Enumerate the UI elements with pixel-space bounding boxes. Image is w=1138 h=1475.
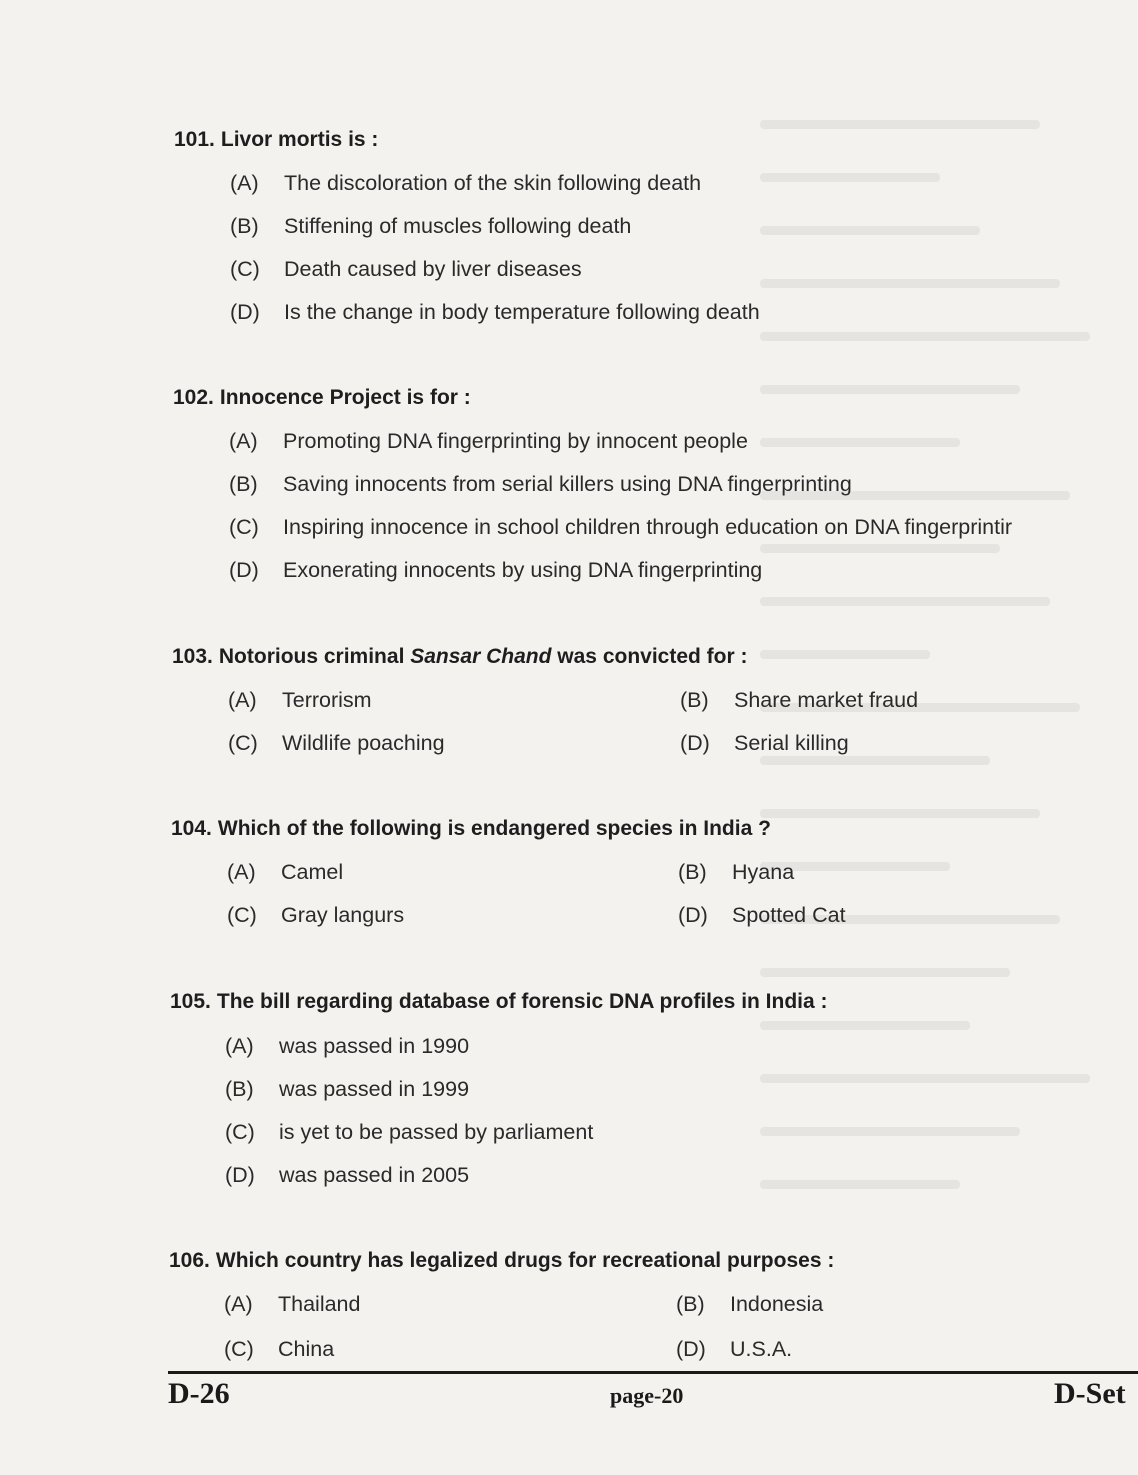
- option-d: (D) Is the change in body temperature following death: [230, 300, 760, 324]
- option-b: (B) Share market fraud: [680, 688, 919, 712]
- option-a: (A) Terrorism: [228, 688, 372, 712]
- question-title: [173, 386, 471, 410]
- question-title: [170, 990, 828, 1014]
- question-text: The bill regarding database of forensic DNA profiles in India :: [216, 990, 828, 1013]
- option-a: (A) The discoloration of the skin following death: [230, 171, 702, 195]
- question-text: Which of the following is endangered species in India ?: [217, 817, 771, 840]
- option-c: (C) Wildlife poaching: [228, 731, 445, 755]
- option-d: (D) Exonerating innocents by using DNA fingerprinting: [229, 558, 763, 582]
- option-b: (B) was passed in 1999: [225, 1077, 470, 1101]
- option-d: (D) U.S.A.: [676, 1337, 793, 1361]
- option-c: (C) is yet to be passed by parliament: [225, 1120, 594, 1144]
- question-text: Which country has legalized drugs for recreational purposes :: [215, 1249, 835, 1272]
- question-title: [174, 128, 378, 152]
- question-text: Innocence Project is for :: [219, 386, 471, 409]
- question-title: [171, 817, 771, 841]
- option-b: (B) Hyana: [678, 860, 795, 884]
- question-text: Livor mortis is :: [220, 128, 379, 151]
- option-d: (D) was passed in 2005: [225, 1163, 470, 1187]
- question-number: 101.: [174, 128, 215, 151]
- question-number: 103.: [172, 645, 213, 668]
- option-c: (C) China: [224, 1337, 335, 1361]
- question-number: 105.: [170, 990, 211, 1013]
- question-number: 102.: [173, 386, 214, 409]
- footer-set: D-Set: [1054, 1377, 1126, 1410]
- option-b: (B) Stiffening of muscles following death: [230, 214, 632, 238]
- option-a: (A) was passed in 1990: [225, 1034, 470, 1058]
- option-b: (B) Saving innocents from serial killers using DNA fingerprinting: [229, 472, 852, 496]
- option-d: (D) Spotted Cat: [678, 903, 846, 927]
- option-c: (C) Gray langurs: [227, 903, 405, 927]
- option-c: (C) Death caused by liver diseases: [230, 257, 582, 281]
- question-text: Notorious criminal Sansar Chand was convicted for :: [218, 645, 748, 668]
- question-number: 106.: [169, 1249, 210, 1272]
- option-c: (C) Inspiring innocence in school children through education on DNA fingerprintir: [229, 515, 1013, 539]
- question-number: 104.: [171, 817, 212, 840]
- option-b: (B) Indonesia: [676, 1292, 824, 1316]
- option-d: (D) Serial killing: [680, 731, 849, 755]
- footer-rule: [168, 1371, 1138, 1374]
- page-number: page-20: [610, 1383, 684, 1408]
- footer-code: D-26: [168, 1377, 230, 1410]
- question-title: [169, 1249, 834, 1273]
- option-a: (A) Thailand: [224, 1292, 361, 1316]
- option-a: (A) Promoting DNA fingerprinting by innocent people: [229, 429, 748, 453]
- question-title: [172, 645, 748, 669]
- option-a: (A) Camel: [227, 860, 344, 884]
